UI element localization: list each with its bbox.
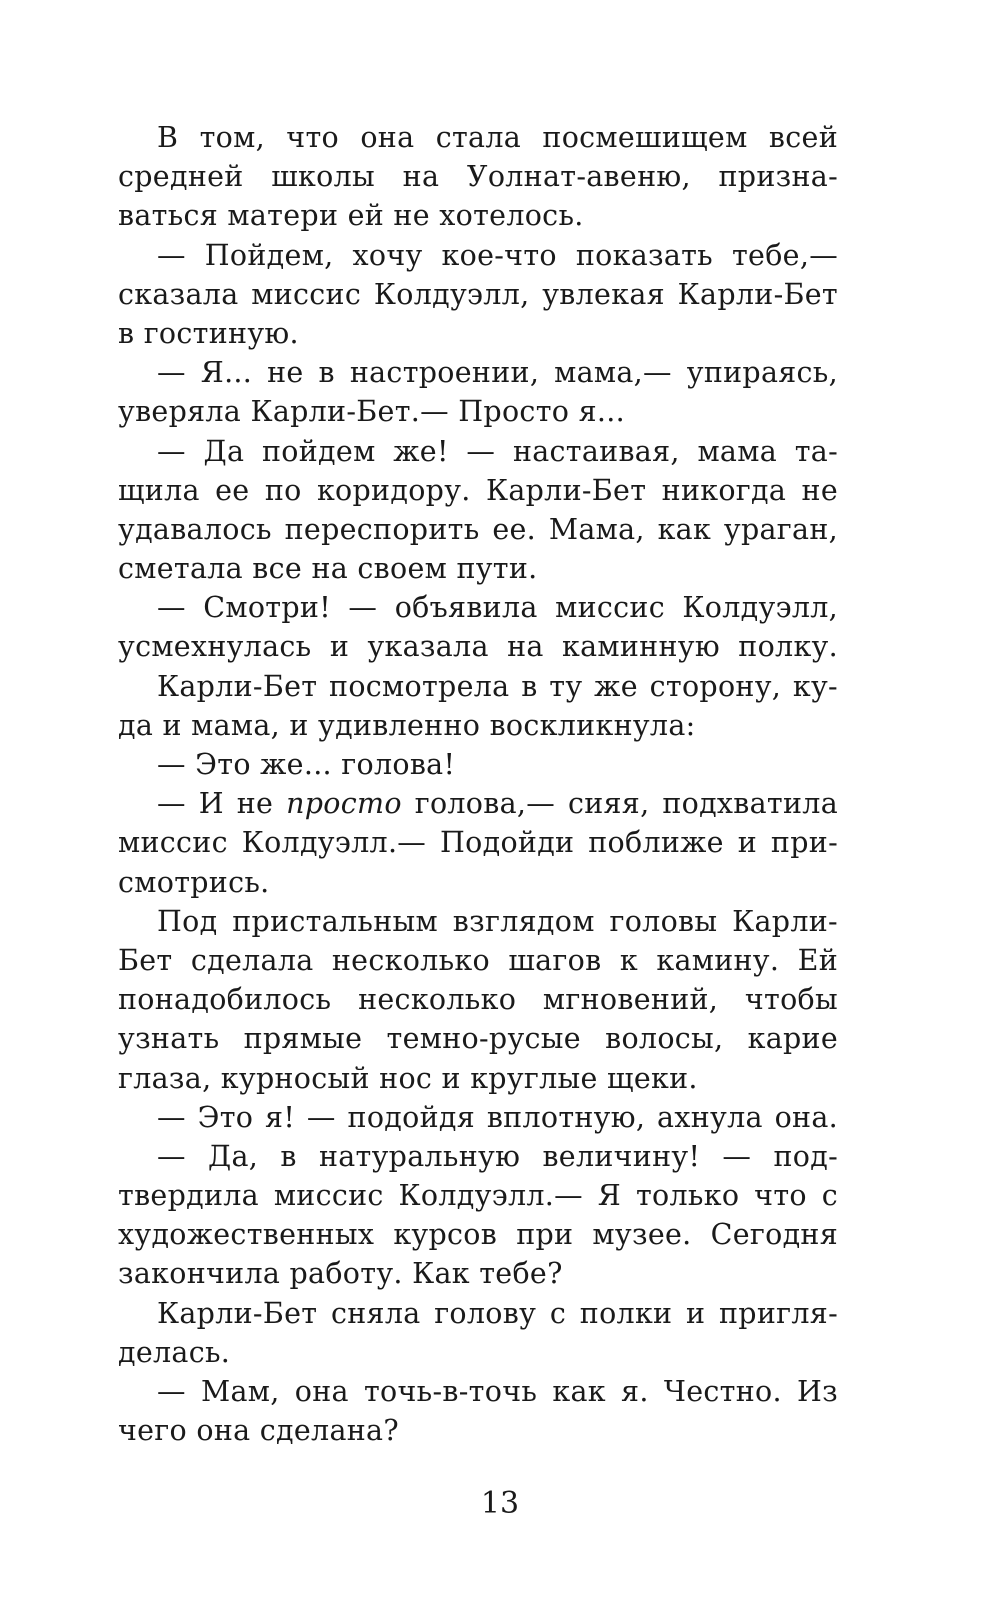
body-text	[118, 118, 838, 1450]
text-line	[118, 784, 838, 823]
text-line: — Я... не в настроении, мама,— упираясь,	[157, 356, 838, 390]
text-line: — Мам, она точь-в-точь как я. Честно. Из	[157, 1375, 838, 1408]
text-line: глаза, курносый нос и круглые щеки.	[118, 1061, 698, 1095]
text-line: щила ее по коридору. Карли-Бет никогда не	[118, 473, 838, 507]
text-line: уверяла Карли-Бет.— Просто я...	[118, 395, 625, 429]
text-segment: — И не	[157, 787, 287, 821]
text-line: — Это я! — подойдя вплотную, ахнула она.	[157, 1100, 838, 1134]
text-segment: голова,— сияя, подхватила	[401, 787, 838, 821]
text-line: чего она сделана?	[118, 1414, 399, 1448]
text-line: понадобилось несколько мгновений, чтобы	[118, 983, 838, 1017]
text-line: средней школы на Уолнат-авеню, призна-	[118, 160, 838, 194]
text-line: — Да, в натуральную величину! — под-	[157, 1139, 838, 1173]
text-line: смотрись.	[118, 865, 270, 899]
text-line: делась.	[118, 1335, 231, 1369]
text-line: Карли-Бет сняла голову с полки и пригля-	[157, 1296, 838, 1330]
text-line: — Да пойдем же! — настаивая, мама та-	[157, 434, 838, 468]
text-line: сметала все на своем пути.	[118, 552, 538, 586]
emphasized-word: просто	[286, 787, 402, 821]
text-line: твердила миссис Колдуэлл.— Я только что с	[118, 1179, 838, 1213]
text-line: узнать прямые темно-русые волосы, карие	[118, 1022, 838, 1056]
text-line: ваться матери ей не хотелось.	[118, 199, 584, 233]
text-line: миссис Колдуэлл.— Подойди поближе и при-	[118, 826, 838, 860]
text-line: — Смотри! — объявила миссис Колдуэлл,	[157, 591, 838, 625]
text-line: художественных курсов при музее. Сегодня	[118, 1218, 838, 1252]
text-line: удавалось переспорить ее. Мама, как ураган,	[118, 512, 838, 546]
page-number: 13	[480, 1486, 520, 1521]
text-line: усмехнулась и указала на каминную полку.	[118, 630, 838, 664]
text-line: Карли-Бет посмотрела в ту же сторону, ку-	[157, 669, 838, 703]
text-line: Бет сделала несколько шагов к камину. Ей	[118, 943, 838, 977]
text-line: да и мама, и удивленно воскликнула:	[118, 708, 696, 742]
text-line: — Это же... голова!	[157, 748, 456, 781]
text-line: В том, что она стала посмешищем всей	[157, 121, 838, 154]
text-line: в гостиную.	[118, 316, 299, 350]
text-line: Под пристальным взглядом головы Карли-	[157, 904, 838, 938]
text-line: сказала миссис Колдуэлл, увлекая Карли-Бет	[118, 277, 838, 311]
text-line: закончила работу. Как тебе?	[118, 1257, 563, 1291]
text-line: — Пойдем, хочу кое-что показать тебе,—	[157, 238, 838, 272]
